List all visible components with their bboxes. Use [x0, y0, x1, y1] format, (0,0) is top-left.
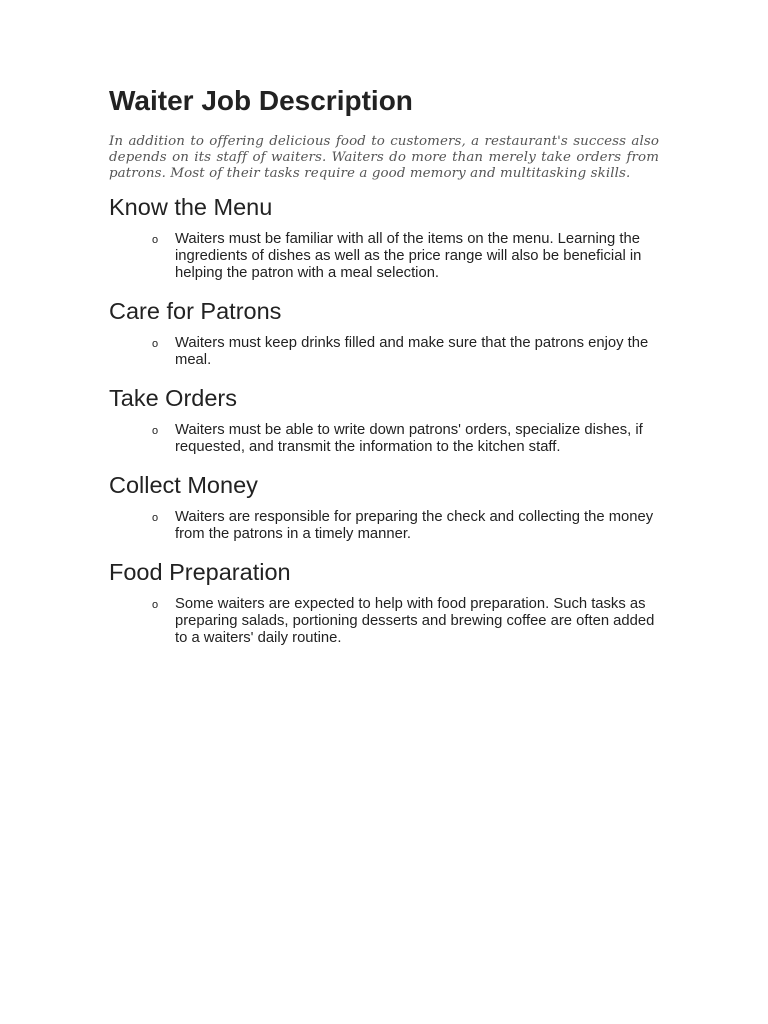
- circle-bullet-icon: o: [152, 234, 159, 247]
- section-heading: Know the Menu: [109, 194, 273, 221]
- section-know-the-menu: [109, 193, 659, 282]
- list-item-text: Waiters must be familiar with all of the items on the menu. Learning the ingredients of dishes as well as the price range will also be beneficial in helping the patron with a meal selection.: [175, 231, 642, 282]
- circle-bullet-icon: o: [152, 425, 159, 438]
- list-item-text: Waiters are responsible for preparing the check and collecting the money from the patrons in a timely manner.: [175, 509, 654, 543]
- list-item: [109, 335, 659, 369]
- list-item: [109, 422, 659, 456]
- list-item: [109, 509, 659, 543]
- list-item: [109, 231, 659, 282]
- bullet-list: [109, 596, 659, 647]
- bullet-list: [109, 335, 659, 369]
- circle-bullet-icon: o: [152, 599, 159, 612]
- bullet-list: [109, 509, 659, 543]
- intro-paragraph: In addition to offering delicious food to customers, a restaurant's success also depends on its staff of waiters. Waiters do more than merely take orders from patrons. Most of their tasks require a good memory and multitasking skills.: [109, 134, 659, 181]
- circle-bullet-icon: o: [152, 512, 159, 525]
- circle-bullet-icon: o: [152, 338, 159, 351]
- document-page: [109, 84, 659, 662]
- document-title: Waiter Job Description: [109, 85, 413, 116]
- list-item-text: Some waiters are expected to help with food preparation. Such tasks as preparing salads, portioning desserts and brewing coffee are often added to a waiters' daily routine.: [175, 596, 655, 647]
- bullet-list: [109, 422, 659, 456]
- section-food-preparation: [109, 558, 659, 647]
- section-take-orders: [109, 384, 659, 456]
- section-heading: Care for Patrons: [109, 298, 282, 325]
- list-item: [109, 596, 659, 647]
- section-heading: Take Orders: [109, 385, 237, 412]
- section-heading: Collect Money: [109, 472, 258, 499]
- list-item-text: Waiters must be able to write down patrons' orders, specialize dishes, if requested, and transmit the information to the kitchen staff.: [175, 422, 643, 456]
- section-care-for-patrons: [109, 297, 659, 369]
- section-collect-money: [109, 471, 659, 543]
- section-heading: Food Preparation: [109, 559, 291, 586]
- bullet-list: [109, 231, 659, 282]
- list-item-text: Waiters must keep drinks filled and make sure that the patrons enjoy the meal.: [175, 335, 649, 369]
